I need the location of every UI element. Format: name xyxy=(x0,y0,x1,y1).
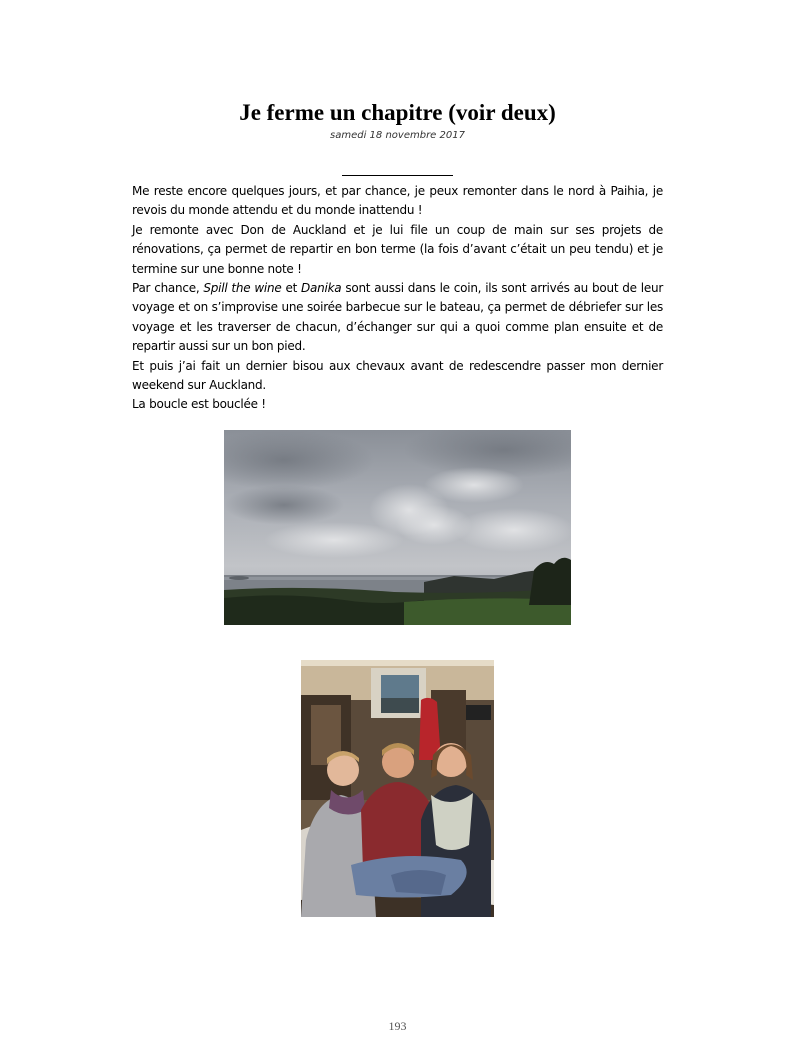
title-divider xyxy=(342,175,453,176)
paragraph-text: Par chance, xyxy=(132,281,204,296)
paragraph: Je remonte avec Don de Auckland et je lui file un coup de main sur ses projets de rénovations, ça permet de repartir en bon terme (la fois d’avant c’était un peu tendu) et je termine sur une bonne note ! xyxy=(132,222,663,276)
paragraph: Me reste encore quelques jours, et par chance, je peux remonter dans le nord à Paihia, je revois du monde attendu et du monde inattendu ! xyxy=(132,184,663,218)
paragraph xyxy=(132,279,663,357)
landscape-photo xyxy=(224,430,571,625)
boat-name: Spill the wine xyxy=(203,281,282,296)
paragraph-text: sont aussi dans le coin, ils sont arrivés au bout de leur voyage et on s’improvise une soirée barbecue sur le bateau, ça permet de débriefer sur les voyage et les traverser de chacun, d’échanger sur qui a quoi comme plan ensuite et de repartir aussi sur un bon pied. xyxy=(132,281,664,354)
paragraph: Et puis j’ai fait un dernier bisou aux chevaux avant de redescendre passer mon dernier weekend sur Auckland. xyxy=(132,358,663,393)
article-body xyxy=(132,182,663,415)
boat-name: Danika xyxy=(301,281,342,296)
paragraph: La boucle est bouclée ! xyxy=(132,397,266,412)
article-title: Je ferme un chapitre (voir deux) xyxy=(239,100,556,125)
article-date: samedi 18 novembre 2017 xyxy=(330,130,465,141)
people-photo xyxy=(301,660,494,917)
page-number: 193 xyxy=(388,1019,407,1033)
paragraph-text: et xyxy=(281,281,302,296)
